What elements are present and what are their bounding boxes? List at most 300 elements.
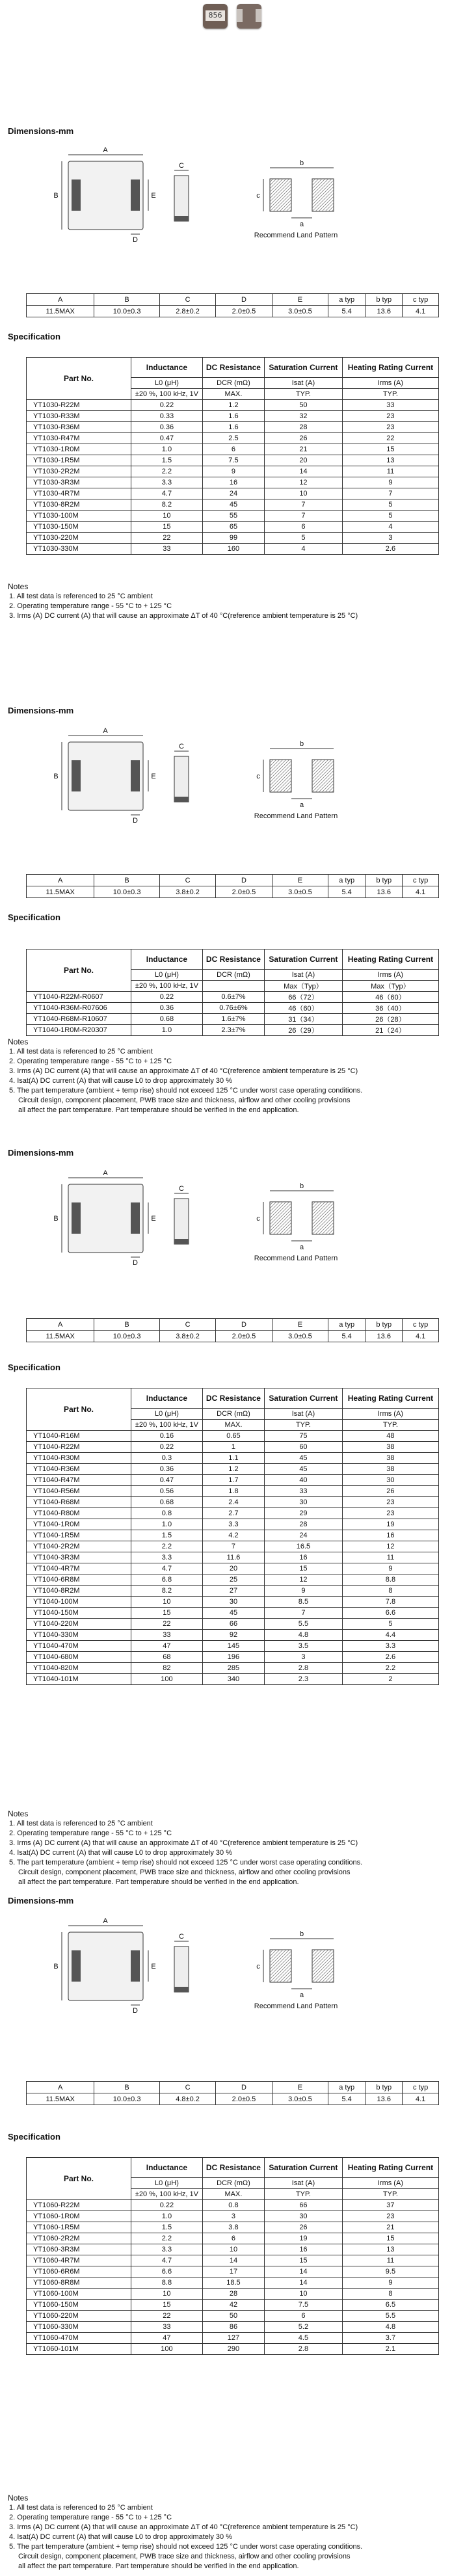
table-row <box>27 1597 439 1608</box>
spec-value-cell: 4.5 <box>265 2333 343 2344</box>
dimension-header-cell: C <box>159 1319 215 1331</box>
spec-header-part-no: Part No. <box>27 2158 131 2200</box>
dimension-drawing-3 <box>0 1153 465 1303</box>
land-pattern-label: Recommend Land Pattern <box>254 2002 338 2010</box>
spec-table-1 <box>26 357 439 555</box>
spec-subheader-cell: TYP. <box>265 1420 343 1431</box>
inductor-side-view <box>174 176 189 221</box>
part-number-cell: YT1060-330M <box>27 2322 131 2333</box>
terminal-left <box>72 760 81 791</box>
spec-value-cell: 1.0 <box>131 2211 203 2222</box>
dimension-value-cell: 3.8±0.2 <box>159 886 215 898</box>
part-number-cell: YT1040-1R0M <box>27 1519 131 1530</box>
spec-value-cell: 50 <box>202 2311 264 2322</box>
spec-value-cell: 2.2 <box>131 2233 203 2244</box>
dimension-table-3 <box>26 1318 439 1342</box>
dimension-value-cell: 3.8±0.2 <box>159 1331 215 1342</box>
spec-header-cell: Saturation Current <box>265 949 343 970</box>
part-number-cell: YT1040-100M <box>27 1597 131 1608</box>
land-pad-left <box>270 179 291 211</box>
table-row <box>27 1453 439 1464</box>
spec-value-cell: 0.36 <box>131 1464 203 1475</box>
table-row <box>27 1541 439 1552</box>
part-number-cell: YT1040-820M <box>27 1663 131 1674</box>
part-number-cell: YT1030-R36M <box>27 422 131 433</box>
part-number-cell: YT1040-R16M <box>27 1431 131 1442</box>
spec-value-cell: 6 <box>202 2233 264 2244</box>
spec-value-cell: 4.4 <box>342 1630 438 1641</box>
spec-value-cell: 1.0 <box>131 444 203 455</box>
spec-value-cell: 1.5 <box>131 1530 203 1541</box>
spec-subheader-cell: ±20 %, 100 kHz, 1V <box>131 981 203 992</box>
part-number-cell: YT1030-R22M <box>27 400 131 411</box>
land-pattern-label: Recommend Land Pattern <box>254 232 338 239</box>
spec-value-cell: 2.2 <box>131 1541 203 1552</box>
spec-subheader-cell: Isat (A) <box>265 970 343 981</box>
spec-subheader-cell: TYP. <box>265 389 343 400</box>
spec-value-cell: 14 <box>265 2266 343 2277</box>
spec-value-cell: 7.5 <box>202 455 264 466</box>
dimension-value-cell: 13.6 <box>365 306 403 317</box>
spec-value-cell: 4.2 <box>202 1530 264 1541</box>
part-number-cell: YT1040-1R5M <box>27 1530 131 1541</box>
spec-value-cell: 12 <box>265 1574 343 1586</box>
dimension-header-cell: B <box>94 294 159 306</box>
spec-value-cell: 7 <box>202 1541 264 1552</box>
spec-value-cell: 5.5 <box>342 2311 438 2322</box>
table-row <box>27 1630 439 1641</box>
spec-value-cell: 8.8 <box>342 1574 438 1586</box>
spec-value-cell: 3.3 <box>202 1519 264 1530</box>
part-number-cell: YT1040-R22M <box>27 1442 131 1453</box>
spec-value-cell: 0.22 <box>131 2200 203 2211</box>
spec-value-cell: 1.7 <box>202 1475 264 1486</box>
dimension-header-cell: D <box>216 875 272 886</box>
spec-value-cell: 24 <box>265 1530 343 1541</box>
table-row <box>27 1652 439 1663</box>
spec-subheader-cell: TYP. <box>265 2189 343 2200</box>
spec-value-cell: 38 <box>342 1442 438 1453</box>
part-number-cell: YT1040-2R2M <box>27 1541 131 1552</box>
spec-value-cell: 65 <box>202 522 264 533</box>
dimension-header-cell: A <box>27 294 94 306</box>
spec-subheader-cell: Isat (A) <box>265 378 343 389</box>
spec-value-cell: 15 <box>131 1608 203 1619</box>
dimension-header-row <box>27 294 439 306</box>
dimension-value-cell: 13.6 <box>365 886 403 898</box>
dim-label-b: B <box>53 773 59 780</box>
dimensions-section-4 <box>0 1896 465 2149</box>
dimension-value-cell: 2.0±0.5 <box>216 1331 272 1342</box>
dim-label-c: C <box>179 1933 184 1941</box>
dimension-value-cell: 5.4 <box>328 886 365 898</box>
spec-value-cell: 21 <box>342 2222 438 2233</box>
note-line: 4. Isat(A) DC current (A) that will cause L0 to drop approximately 30 % <box>9 1849 232 1857</box>
spec-value-cell: 4 <box>265 544 343 555</box>
spec-value-cell: 66 <box>265 2200 343 2211</box>
spec-value-cell: 13 <box>342 455 438 466</box>
dimensions-section-1 <box>0 0 465 315</box>
table-row <box>27 2200 439 2211</box>
note-line: 2. Operating temperature range - 55 °C to + 125 °C <box>9 2514 172 2521</box>
spec-value-cell: 15 <box>342 2233 438 2244</box>
table-row <box>27 455 439 466</box>
table-row <box>27 1563 439 1574</box>
spec-value-cell: 11 <box>342 1552 438 1563</box>
part-number-cell: YT1040-8R2M <box>27 1586 131 1597</box>
table-row <box>27 544 439 555</box>
part-number-cell: YT1040-101M <box>27 1674 131 1685</box>
spec-value-cell: 24 <box>202 488 264 499</box>
spec-value-cell: 3.8 <box>202 2222 264 2233</box>
spec-value-cell: 14 <box>202 2255 264 2266</box>
dim-label-c-land: c <box>256 773 260 780</box>
spec-value-cell: 1.6 <box>202 422 264 433</box>
terminal-right <box>131 760 140 791</box>
dim-label-c: C <box>179 1185 184 1193</box>
spec-value-cell: 0.8 <box>131 1508 203 1519</box>
spec-value-cell: 45 <box>202 499 264 511</box>
table-row <box>27 533 439 544</box>
dimension-value-cell: 5.4 <box>328 2093 365 2105</box>
spec-header-cell: DC Resistance <box>202 949 264 970</box>
dimension-value-cell: 4.1 <box>403 2093 439 2105</box>
table-row <box>27 2333 439 2344</box>
table-row <box>27 2311 439 2322</box>
spec-value-cell: 0.36 <box>131 422 203 433</box>
spec-value-cell: 45 <box>202 1608 264 1619</box>
product-photo-marking: 856 <box>206 10 225 21</box>
specification-heading: Specification <box>8 1362 60 1372</box>
table-row <box>27 2211 439 2222</box>
spec-header-cell: Saturation Current <box>265 2158 343 2178</box>
spec-value-cell: 33 <box>131 2322 203 2333</box>
spec-value-cell: 20 <box>265 455 343 466</box>
table-row <box>27 2255 439 2266</box>
dimension-header-cell: C <box>159 2082 215 2093</box>
note-line: 3. Irms (A) DC current (A) that will cause an approximate ΔT of 40 °C(reference ambient temperature is 25 °C) <box>9 612 358 620</box>
part-number-cell: YT1040-R56M <box>27 1486 131 1497</box>
spec-value-cell: 15 <box>342 444 438 455</box>
spec-value-cell: 20 <box>202 1563 264 1574</box>
inductor-side-view <box>174 1946 189 1992</box>
dimension-value-cell: 4.8±0.2 <box>159 2093 215 2105</box>
spec-value-cell: 290 <box>202 2344 264 2355</box>
spec-value-cell: 75 <box>265 1431 343 1442</box>
spec-value-cell: 37 <box>342 2200 438 2211</box>
note-line: 2. Operating temperature range - 55 °C to + 125 °C <box>9 602 172 610</box>
part-number-cell: YT1040-330M <box>27 1630 131 1641</box>
part-number-cell: YT1030-150M <box>27 522 131 533</box>
dim-label-b: B <box>53 192 59 200</box>
note-line: 5. The part temperature (ambient + temp rise) should not exceed 125 °C under worst case operating conditions. <box>9 1859 363 1866</box>
spec-value-cell: 21 <box>265 444 343 455</box>
part-number-cell: YT1030-3R3M <box>27 477 131 488</box>
spec-value-cell: 26（28） <box>342 1014 438 1025</box>
spec-subheader-cell: Isat (A) <box>265 1409 343 1420</box>
spec-value-cell: 2.1 <box>342 2344 438 2355</box>
table-row <box>27 1574 439 1586</box>
spec-value-cell: 4 <box>342 522 438 533</box>
dim-label-a: A <box>103 727 108 735</box>
dimension-value-cell: 11.5MAX <box>27 2093 94 2105</box>
spec-value-cell: 23 <box>342 422 438 433</box>
dimension-drawing-svg <box>0 130 465 280</box>
spec-value-cell: 285 <box>202 1663 264 1674</box>
spec-value-cell: 14 <box>265 2277 343 2289</box>
spec-value-cell: 0.56 <box>131 1486 203 1497</box>
note-line: Circuit design, component placement, PWB trace size and thickness, airflow and other cooling provisions <box>18 1096 351 1104</box>
dim-label-b-land: b <box>299 740 304 748</box>
spec-value-cell: 3.7 <box>342 2333 438 2344</box>
part-number-cell: YT1040-150M <box>27 1608 131 1619</box>
spec-value-cell: 23 <box>342 2211 438 2222</box>
spec-value-cell: 8 <box>342 2289 438 2300</box>
spec-value-cell: 40 <box>265 1475 343 1486</box>
dim-label-d: D <box>133 236 138 244</box>
specification-section-2 <box>0 910 465 1171</box>
dimension-value-cell: 3.0±0.5 <box>272 2093 328 2105</box>
spec-subheader-cell <box>202 981 264 992</box>
spec-value-cell: 15 <box>265 1563 343 1574</box>
dimension-value-cell: 2.0±0.5 <box>216 886 272 898</box>
spec-subheader-cell: DCR (mΩ) <box>202 2178 264 2189</box>
table-row <box>27 2233 439 2244</box>
spec-value-cell: 7.5 <box>265 2300 343 2311</box>
terminal-right <box>131 179 140 211</box>
dim-label-b-land: b <box>299 159 304 167</box>
table-row <box>27 1508 439 1519</box>
table-row <box>27 1530 439 1541</box>
part-number-cell: YT1040-R22M-R0607 <box>27 992 131 1003</box>
note-line: 1. All test data is referenced to 25 °C ambient <box>9 1820 153 1827</box>
spec-header-cell: Saturation Current <box>265 358 343 378</box>
spec-value-cell: 4.8 <box>342 2322 438 2333</box>
spec-header-row <box>27 949 439 970</box>
spec-value-cell: 19 <box>342 1519 438 1530</box>
note-line: 3. Irms (A) DC current (A) that will cause an approximate ΔT of 40 °C(reference ambient temperature is 25 °C) <box>9 1839 358 1847</box>
spec-value-cell: 11.6 <box>202 1552 264 1563</box>
spec-subheader-cell: L0 (μH) <box>131 970 203 981</box>
table-row <box>27 1431 439 1442</box>
spec-value-cell: 22 <box>131 533 203 544</box>
spec-value-cell: 16 <box>265 2244 343 2255</box>
table-row <box>27 499 439 511</box>
spec-value-cell: 1 <box>202 1442 264 1453</box>
part-number-cell: YT1030-4R7M <box>27 488 131 499</box>
spec-header-cell: DC Resistance <box>202 1388 264 1409</box>
part-number-cell: YT1060-3R3M <box>27 2244 131 2255</box>
spec-value-cell: 0.47 <box>131 1475 203 1486</box>
spec-value-cell: 6.6 <box>342 1608 438 1619</box>
spec-value-cell: 8.2 <box>131 499 203 511</box>
spec-value-cell: 19 <box>265 2233 343 2244</box>
dim-label-d: D <box>133 817 138 825</box>
spec-value-cell: 16 <box>265 1552 343 1563</box>
dimension-header-cell: b typ <box>365 2082 403 2093</box>
spec-value-cell: 4.7 <box>131 1563 203 1574</box>
note-line: 1. All test data is referenced to 25 °C ambient <box>9 1048 153 1056</box>
spec-value-cell: 2.2 <box>131 466 203 477</box>
spec-value-cell: 99 <box>202 533 264 544</box>
spec-value-cell: 7 <box>342 488 438 499</box>
spec-value-cell: 46（60） <box>265 1003 343 1014</box>
spec-header-cell: DC Resistance <box>202 2158 264 2178</box>
spec-subheader-cell: TYP. <box>342 389 438 400</box>
table-row <box>27 1641 439 1652</box>
spec-value-cell: 33 <box>131 544 203 555</box>
note-line: all affect the part temperature. Part temperature should be verified in the end application. <box>18 2562 299 2570</box>
terminal-left <box>72 179 81 211</box>
dimension-header-cell: a typ <box>328 2082 365 2093</box>
spec-header-cell: Saturation Current <box>265 1388 343 1409</box>
spec-value-cell: 38 <box>342 1453 438 1464</box>
dim-label-b-land: b <box>299 1182 304 1190</box>
spec-value-cell: 5 <box>342 499 438 511</box>
dimension-header-cell: E <box>272 875 328 886</box>
table-row <box>27 2222 439 2233</box>
spec-value-cell: 2.3±7% <box>202 1025 264 1036</box>
spec-value-cell: 8 <box>342 1586 438 1597</box>
table-row <box>27 992 439 1003</box>
dimension-value-cell: 3.0±0.5 <box>272 1331 328 1342</box>
specification-section-3 <box>0 1349 465 1922</box>
spec-value-cell: 50 <box>265 400 343 411</box>
dimension-value-cell: 5.4 <box>328 306 365 317</box>
spec-value-cell: 26 <box>265 2222 343 2233</box>
note-line: 3. Irms (A) DC current (A) that will cause an approximate ΔT of 40 °C(reference ambient temperature is 25 °C) <box>9 2523 358 2531</box>
part-number-cell: YT1060-2R2M <box>27 2233 131 2244</box>
part-number-cell: YT1040-R47M <box>27 1475 131 1486</box>
spec-value-cell: 8.2 <box>131 1586 203 1597</box>
spec-value-cell: 23 <box>342 411 438 422</box>
dim-label-b: B <box>53 1963 59 1971</box>
table-row <box>27 411 439 422</box>
dimension-header-cell: D <box>216 294 272 306</box>
land-pad-right <box>312 1950 334 1982</box>
spec-value-cell: 10 <box>265 488 343 499</box>
spec-value-cell: 2.6 <box>342 544 438 555</box>
dimension-header-row <box>27 1319 439 1331</box>
table-row <box>27 1442 439 1453</box>
dimension-drawing-4 <box>0 1901 465 2051</box>
part-number-cell: YT1030-R33M <box>27 411 131 422</box>
part-number-cell: YT1040-680M <box>27 1652 131 1663</box>
dimension-table-1 <box>26 293 439 317</box>
table-row <box>27 1608 439 1619</box>
spec-value-cell: 25 <box>202 1574 264 1586</box>
spec-value-cell: 15 <box>131 522 203 533</box>
table-row <box>27 522 439 533</box>
spec-value-cell: 12 <box>342 1541 438 1552</box>
dimension-value-cell: 10.0±0.3 <box>94 2093 159 2105</box>
spec-value-cell: 28 <box>265 422 343 433</box>
spec-value-cell: 2.8 <box>265 1663 343 1674</box>
note-line: 5. The part temperature (ambient + temp rise) should not exceed 125 °C under worst case operating conditions. <box>9 1087 363 1095</box>
dim-label-e: E <box>151 1215 156 1223</box>
dimension-value-row <box>27 306 439 317</box>
dimension-header-cell: D <box>216 2082 272 2093</box>
part-number-cell: YT1040-3R3M <box>27 1552 131 1563</box>
spec-value-cell: 26 <box>342 1486 438 1497</box>
spec-value-cell: 45 <box>265 1453 343 1464</box>
part-number-cell: YT1030-1R5M <box>27 455 131 466</box>
spec-value-cell: 15 <box>265 2255 343 2266</box>
spec-value-cell: 0.68 <box>131 1014 203 1025</box>
spec-value-cell: 4.7 <box>131 2255 203 2266</box>
table-row <box>27 2266 439 2277</box>
notes-block-4 <box>8 2493 362 2571</box>
spec-table-3 <box>26 1388 439 1685</box>
spec-value-cell: 42 <box>202 2300 264 2311</box>
spec-value-cell: 23 <box>342 1497 438 1508</box>
spec-value-cell: 6 <box>202 444 264 455</box>
part-number-cell: YT1060-101M <box>27 2344 131 2355</box>
part-number-cell: YT1030-2R2M <box>27 466 131 477</box>
dimension-value-cell: 4.1 <box>403 886 439 898</box>
inductor-side-view <box>174 756 189 802</box>
dimension-header-cell: a typ <box>328 875 365 886</box>
spec-value-cell: 82 <box>131 1663 203 1674</box>
terminal-left <box>72 1950 81 1982</box>
part-number-cell: YT1030-220M <box>27 533 131 544</box>
spec-value-cell: 7.8 <box>342 1597 438 1608</box>
spec-header-cell: Inductance <box>131 949 203 970</box>
dimensions-section-3 <box>0 1148 465 1382</box>
spec-header-part-no: Part No. <box>27 949 131 992</box>
dim-label-c: C <box>179 162 184 170</box>
spec-value-cell: 0.65 <box>202 1431 264 1442</box>
spec-value-cell: 13 <box>342 2244 438 2255</box>
spec-value-cell: 5 <box>342 1619 438 1630</box>
spec-subheader-cell: Isat (A) <box>265 2178 343 2189</box>
spec-value-cell: 7 <box>265 511 343 522</box>
dimension-table-2 <box>26 874 439 898</box>
part-number-cell: YT1060-1R0M <box>27 2211 131 2222</box>
spec-value-cell: 0.76±6% <box>202 1003 264 1014</box>
spec-subheader-cell: ±20 %, 100 kHz, 1V <box>131 1420 203 1431</box>
spec-subheader-cell: ±20 %, 100 kHz, 1V <box>131 2189 203 2200</box>
spec-value-cell: 17 <box>202 2266 264 2277</box>
spec-value-cell: 2.7 <box>202 1508 264 1519</box>
spec-table-4 <box>26 2157 439 2355</box>
table-row <box>27 2344 439 2355</box>
spec-value-cell: 10 <box>265 2289 343 2300</box>
spec-value-cell: 47 <box>131 2333 203 2344</box>
dimension-header-cell: c typ <box>403 2082 439 2093</box>
specification-section-4 <box>0 2117 465 2572</box>
spec-value-cell: 1.2 <box>202 400 264 411</box>
dimension-header-cell: a typ <box>328 294 365 306</box>
spec-value-cell: 2.4 <box>202 1497 264 1508</box>
dimension-header-cell: B <box>94 1319 159 1331</box>
part-number-cell: YT1060-220M <box>27 2311 131 2322</box>
part-number-cell: YT1030-330M <box>27 544 131 555</box>
spec-value-cell: 66（72） <box>265 992 343 1003</box>
dimension-header-cell: A <box>27 2082 94 2093</box>
dim-label-b: B <box>53 1215 59 1223</box>
spec-value-cell: 86 <box>202 2322 264 2333</box>
dimension-value-cell: 10.0±0.3 <box>94 886 159 898</box>
spec-value-cell: 47 <box>131 1641 203 1652</box>
spec-value-cell: 16 <box>342 1530 438 1541</box>
spec-value-cell: 0.47 <box>131 433 203 444</box>
dim-label-a: A <box>103 146 108 154</box>
table-row <box>27 1586 439 1597</box>
dimension-header-cell: a typ <box>328 1319 365 1331</box>
note-line: Circuit design, component placement, PWB trace size and thickness, airflow and other cooling provisions <box>18 1868 351 1876</box>
spec-value-cell: 160 <box>202 544 264 555</box>
